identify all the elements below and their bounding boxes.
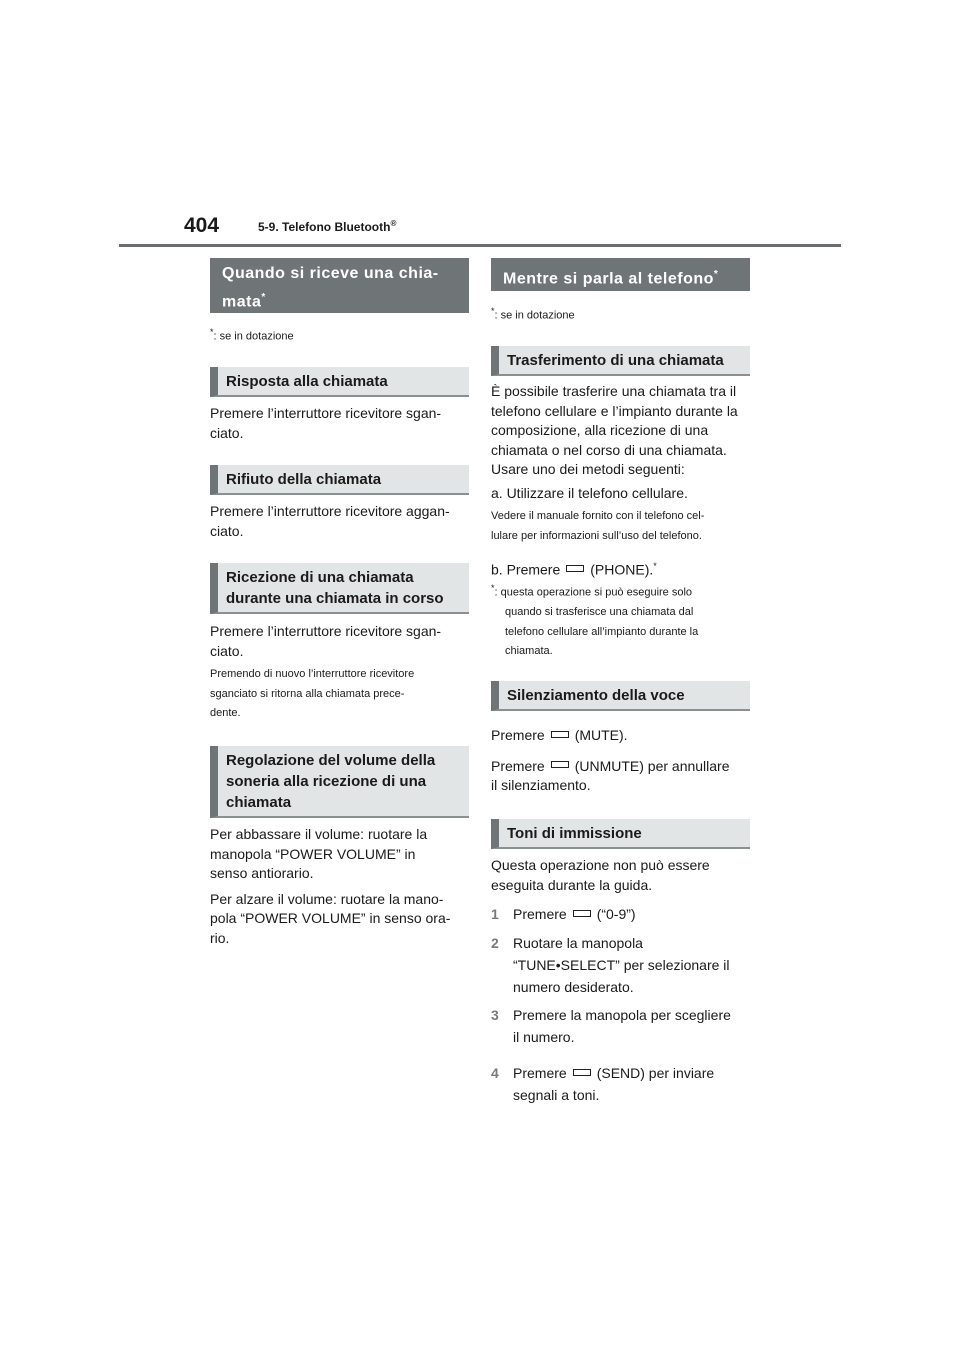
- step-2: 2 Ruotare la manopola “TUNE•SELECT” per selezionare il numero desiderato.: [491, 935, 730, 995]
- digits-button-icon: [573, 910, 591, 917]
- text-trasferimento-b: b. Premere (PHONE).*: [491, 561, 657, 578]
- main-heading-incoming: Quando si riceve una chia- mata*: [210, 258, 469, 313]
- text-ricezione: Premere l’interruttore ricevitore sgan- ciato.: [210, 623, 442, 659]
- phone-button-icon: [566, 565, 584, 572]
- main-heading-talking: Mentre si parla al telefono*: [491, 258, 750, 291]
- step-4: 4 Premere (SEND) per inviare segnali a toni.: [491, 1065, 715, 1103]
- heading-toni: Toni di immissione: [491, 819, 750, 849]
- header-rule: [119, 244, 841, 247]
- text-trasferimento: È possibile trasferire una chiamata tra il telefono cellulare e l’impianto durante la composizione, alla ricezione di una chiamata o nel corso di una chiamata. Usare uno dei metodi seguenti: a. Utilizzare il telefono cellulare.: [491, 383, 738, 501]
- page-number: 404: [184, 214, 220, 237]
- note-ricezione: Premendo di nuovo l’interruttore ricevitore sganciato si ritorna alla chiamata prece- dente.: [210, 668, 415, 719]
- text-risposta: Premere l’interruttore ricevitore sgan- ciato.: [210, 405, 442, 441]
- text-mute: Premere (MUTE). Premere (UNMUTE) per annullare il silenziamento.: [491, 727, 730, 793]
- note-trasferimento: Vedere il manuale fornito con il telefono cel- lulare per informazioni sull’uso del telefono.: [491, 510, 705, 542]
- footnote-right: *: se in dotazione: [491, 306, 575, 322]
- mute-button-icon: [551, 731, 569, 738]
- text-volume: Per abbassare il volume: ruotare la manopola “POWER VOLUME” in senso antiorario. Per alzare il volume: ruotare la mano- pola “POWER VOLUME” in senso ora- rio.: [210, 826, 451, 946]
- section-title: 5-9. Telefono Bluetooth®: [258, 219, 397, 234]
- heading-volume: Regolazione del volume della soneria alla ricezione di una chiamata: [210, 746, 469, 818]
- heading-mute: Silenziamento della voce: [491, 681, 750, 711]
- unmute-button-icon: [551, 761, 569, 768]
- send-button-icon: [573, 1069, 591, 1076]
- heading-ricezione: Ricezione di una chiamata durante una chiamata in corso: [210, 563, 469, 614]
- heading-rifiuto: Rifiuto della chiamata: [210, 465, 469, 495]
- heading-trasferimento: Trasferimento di una chiamata: [491, 346, 750, 376]
- footnote-left: *: se in dotazione: [210, 327, 294, 343]
- text-toni: Questa operazione non può essere eseguita durante la guida.: [491, 857, 710, 893]
- footnote-trasferimento: *: questa operazione si può eseguire solo quando si trasferisce una chiamata dal telefono cellulare all’impianto durante la chiamata.: [491, 583, 699, 658]
- text-rifiuto: Premere l’interruttore ricevitore aggan- ciato.: [210, 503, 450, 539]
- step-1: 1 Premere (“0-9”): [491, 906, 636, 922]
- heading-risposta: Risposta alla chiamata: [210, 367, 469, 397]
- step-3: 3 Premere la manopola per scegliere il numero.: [491, 1007, 731, 1045]
